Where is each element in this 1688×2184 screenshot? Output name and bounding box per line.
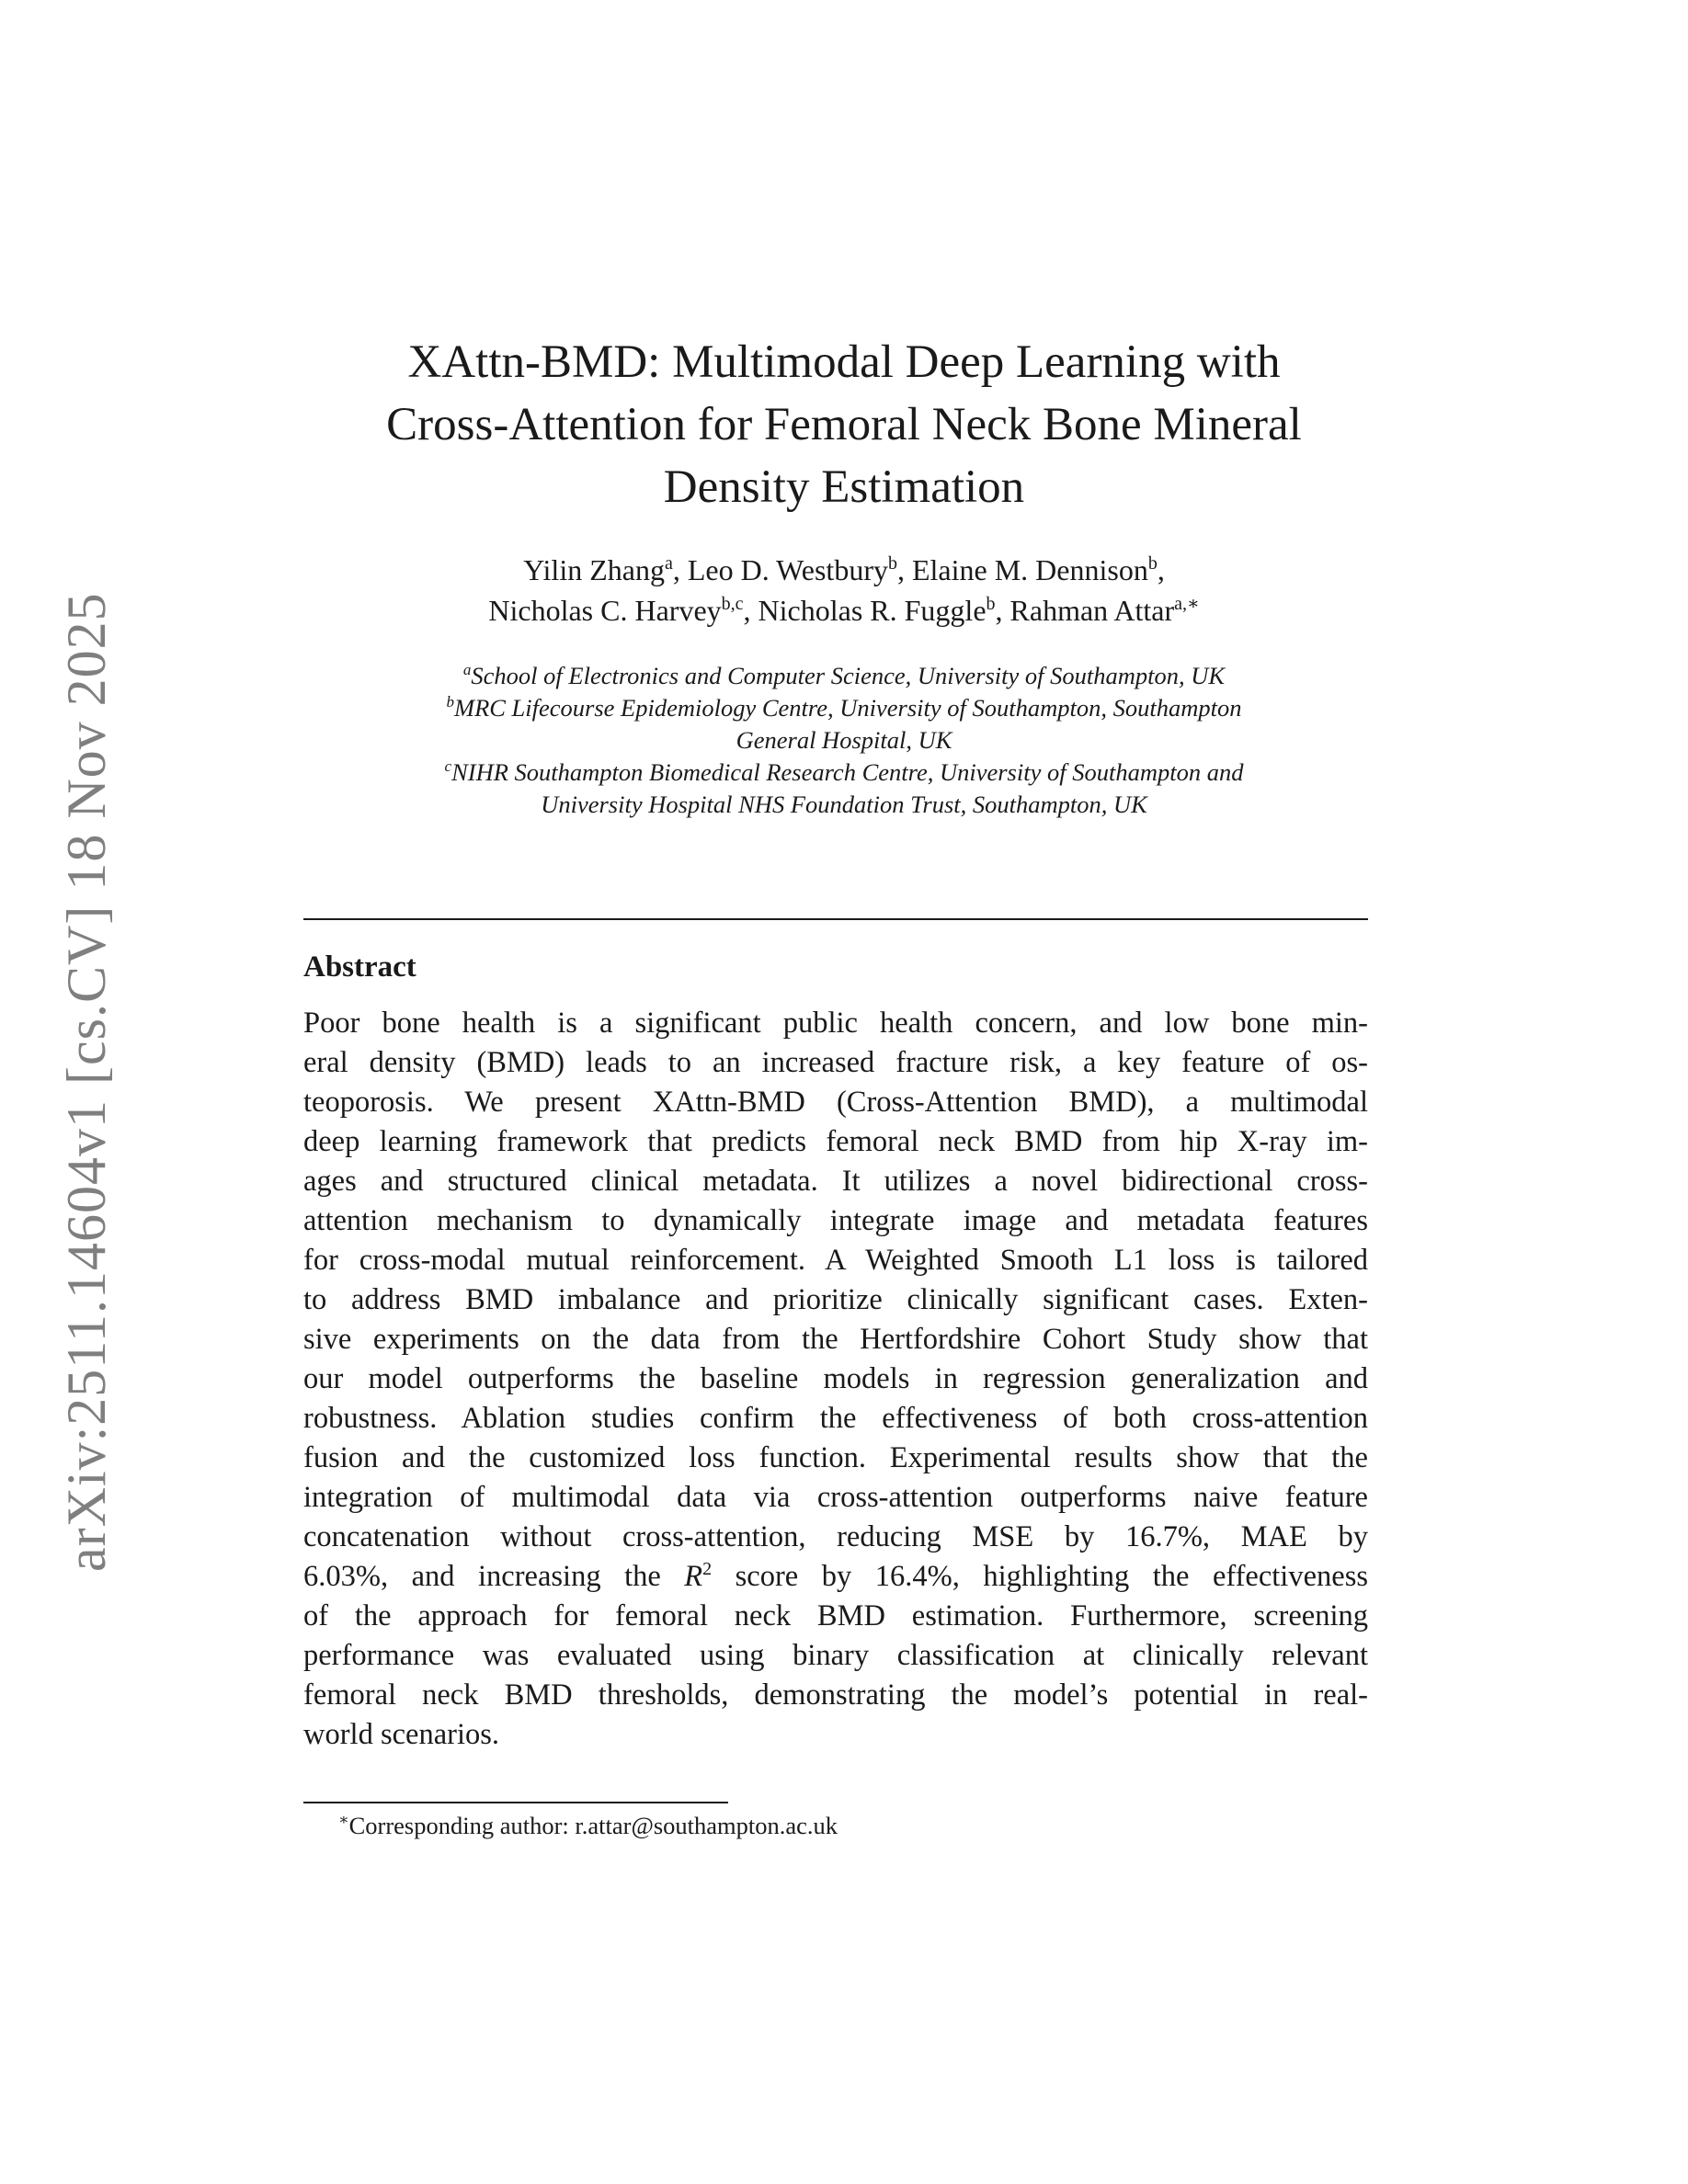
- author-name: Rahman Attar: [1009, 594, 1175, 627]
- abstract-line: Poor bone health is a significant public health concern, and low bone min-: [303, 1007, 1368, 1040]
- affiliation-text: MRC Lifecourse Epidemiology Centre, University of Southampton, Southampton: [454, 694, 1242, 722]
- author-affiliation-mark: b,c: [721, 594, 744, 614]
- affiliation-text: NIHR Southampton Biomedical Research Centre, University of Southampton and: [451, 758, 1244, 786]
- author-affiliation-mark: b: [887, 553, 897, 574]
- abstract-line: sive experiments on the data from the Hertfordshire Cohort Study show that: [303, 1323, 1368, 1356]
- abstract-line: concatenation without cross-attention, reducing MSE by 16.7%, MAE by: [303, 1520, 1368, 1553]
- abstract-body: [303, 1004, 1368, 1755]
- affiliation-mark: b: [446, 693, 454, 711]
- abstract-line: integration of multimodal data via cross-attention outperforms naive feature: [303, 1481, 1368, 1514]
- footnote: [338, 1809, 838, 1842]
- affiliation-text: University Hospital NHS Foundation Trust, Southampton, UK: [541, 791, 1147, 818]
- author-affiliation-mark: a,∗: [1174, 594, 1200, 614]
- abstract-line: robustness. Ablation studies confirm the effectiveness of both cross-attention: [303, 1402, 1368, 1435]
- title-line: Density Estimation: [663, 461, 1025, 513]
- author-separator: ,: [995, 594, 1010, 627]
- footnote-rule: [303, 1802, 728, 1803]
- paper-title: [303, 331, 1385, 518]
- author-name: Elaine M. Dennison: [911, 553, 1148, 586]
- author-list: [303, 550, 1385, 631]
- author-separator: ,: [896, 553, 912, 586]
- author-line: [303, 550, 1385, 590]
- author-name: Nicholas C. Harvey: [488, 594, 722, 627]
- arxiv-identifier: arXiv:2511.14604v1 [cs.CV] 18 Nov 2025: [56, 592, 117, 1572]
- author-separator: ,: [672, 553, 688, 586]
- abstract-line: ages and structured clinical metadata. It utilizes a novel bidirectional cross-: [303, 1165, 1368, 1198]
- abstract-line: for cross-modal mutual reinforcement. A Weighted Smooth L1 loss is tailored: [303, 1244, 1368, 1277]
- footnote-text: Corresponding author: r.attar@southampton.ac.uk: [348, 1812, 838, 1839]
- abstract-line: to address BMD imbalance and prioritize clinically significant cases. Exten-: [303, 1283, 1368, 1316]
- r-squared-symbol: R: [684, 1560, 703, 1593]
- author-affiliation-mark: a: [664, 553, 673, 574]
- abstract-line: fusion and the customized loss function. Experimental results show that the: [303, 1441, 1368, 1474]
- abstract-line: our model outperforms the baseline models in regression generalization and: [303, 1362, 1368, 1395]
- affiliation-line: [303, 724, 1385, 756]
- abstract-line: attention mechanism to dynamically integrate image and metadata features: [303, 1204, 1368, 1237]
- abstract-heading: Abstract: [303, 950, 416, 984]
- affiliation-mark: c: [444, 757, 452, 775]
- author-name: Nicholas R. Fuggle: [758, 594, 987, 627]
- abstract-line: teoporosis. We present XAttn-BMD (Cross-Attention BMD), a multimodal: [303, 1086, 1368, 1119]
- affiliation-line: [303, 789, 1385, 821]
- affiliation-line: [303, 692, 1385, 724]
- abstract-line: of the approach for femoral neck BMD estimation. Furthermore, screening: [303, 1599, 1368, 1632]
- affiliation-text: General Hospital, UK: [736, 726, 952, 754]
- abstract-line: world scenarios.: [303, 1718, 499, 1751]
- abstract-line: performance was evaluated using binary classification at clinically relevant: [303, 1639, 1368, 1672]
- affiliation-list: [303, 660, 1385, 821]
- author-affiliation-mark: b: [1147, 553, 1158, 574]
- abstract-top-rule: [303, 918, 1368, 920]
- author-separator: ,: [743, 594, 758, 627]
- affiliation-text: School of Electronics and Computer Science, University of Southampton, UK: [471, 662, 1226, 689]
- abstract-line: [303, 1557, 1368, 1597]
- footnote-mark: ∗: [338, 1811, 349, 1828]
- title-line: Cross-Attention for Femoral Neck Bone Mineral: [386, 399, 1302, 450]
- r-squared-exponent: 2: [702, 1559, 713, 1579]
- author-line: [303, 590, 1385, 631]
- author-name: Yilin Zhang: [523, 553, 665, 586]
- affiliation-line: [303, 660, 1385, 692]
- author-name: Leo D. Westbury: [687, 553, 888, 586]
- abstract-line: eral density (BMD) leads to an increased fracture risk, a key feature of os-: [303, 1046, 1368, 1079]
- author-affiliation-mark: b: [986, 594, 996, 614]
- title-line: XAttn-BMD: Multimodal Deep Learning with: [407, 336, 1281, 388]
- affiliation-mark: a: [462, 661, 472, 678]
- abstract-line: deep learning framework that predicts femoral neck BMD from hip X-ray im-: [303, 1125, 1368, 1158]
- author-separator: ,: [1157, 553, 1165, 586]
- abstract-text: score by 16.4%, highlighting the effectiveness: [712, 1560, 1368, 1593]
- abstract-text: 6.03%, and increasing the: [303, 1560, 685, 1593]
- abstract-line: femoral neck BMD thresholds, demonstrating the model’s potential in real-: [303, 1678, 1368, 1712]
- affiliation-line: [303, 756, 1385, 789]
